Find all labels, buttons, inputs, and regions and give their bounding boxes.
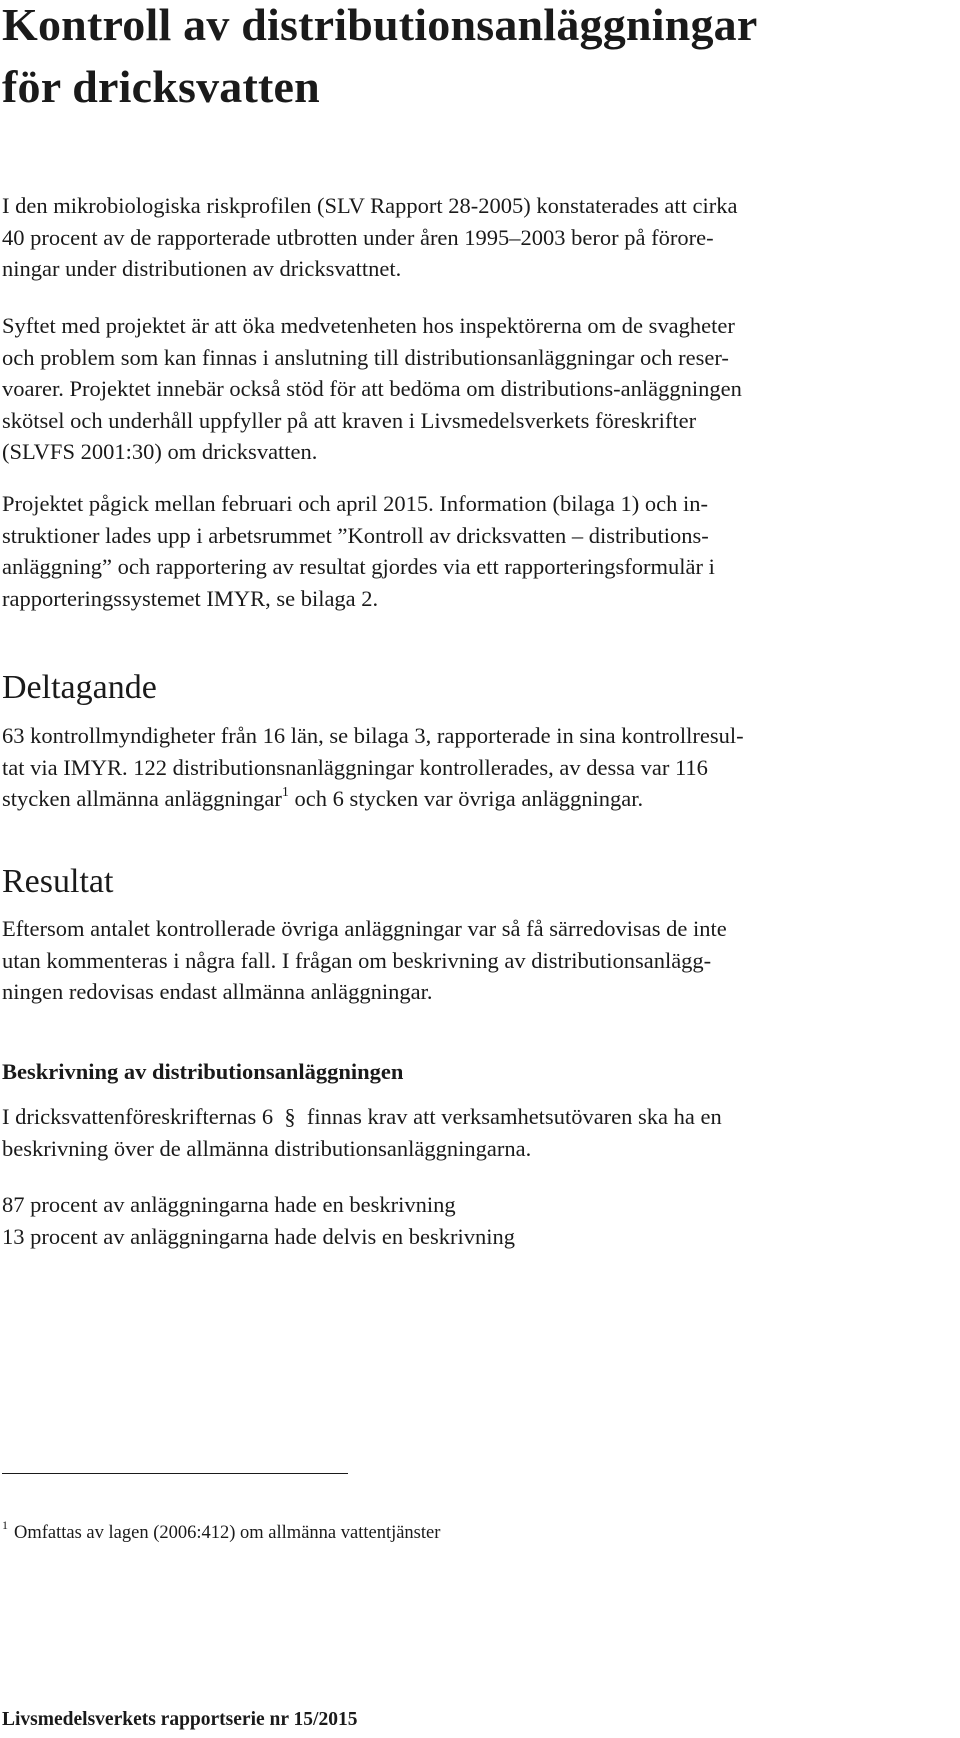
section-heading-resultat: Resultat: [2, 863, 114, 900]
intro-paragraph-3: [2, 488, 952, 614]
deltagande-paragraph: [2, 720, 952, 815]
stat-line: 87 procent av anläggningarna hade en beskrivning: [2, 1192, 456, 1217]
text-segment: stycken allmänna anläggningar: [2, 786, 282, 811]
text-line: rapporteringssystemet IMYR, se bilaga 2.: [2, 585, 379, 611]
footnote-text: Omfattas av lagen (2006:412) om allmänna vattentjänster: [14, 1523, 441, 1543]
text-line: I den mikrobiologiska riskprofilen (SLV Rapport 28-2005) konstaterades att cirka: [2, 193, 738, 218]
text-line: 40 procent av de rapporterade utbrotten under åren 1995–2003 beror på förore-: [2, 224, 714, 250]
section-heading-deltagande: Deltagande: [2, 669, 157, 706]
text-line: Eftersom antalet kontrollerade övriga anläggningar var så få särredovisas de inte: [2, 916, 727, 941]
text-line: tat via IMYR. 122 distributionsnanläggningar kontrollerades, av dessa var 116: [2, 754, 708, 780]
footnote-separator: [2, 1473, 348, 1474]
footnote-reference[interactable]: 1: [281, 785, 289, 800]
text-line: anläggning” och rapportering av resultat gjordes via ett rapporteringsformulär i: [2, 554, 715, 579]
resultat-paragraph: [2, 913, 952, 1008]
beskrivning-stats: [2, 1189, 952, 1252]
subsection-heading-beskrivning: Beskrivning av distributionsanläggningen: [2, 1059, 404, 1084]
text-line: skötsel och underhåll uppfyller på att kraven i Livsmedelsverkets föreskrifter: [2, 407, 697, 433]
text-line: Projektet pågick mellan februari och april 2015. Information (bilaga 1) och in-: [2, 491, 709, 516]
intro-paragraph-1: [2, 190, 952, 285]
footnote: [2, 1520, 440, 1546]
text-line: [2, 783, 952, 815]
text-line: ningen redovisas endast allmänna anläggningar.: [2, 979, 433, 1004]
title-line-1: Kontroll av distributionsanläggningar: [2, 0, 758, 50]
stat-line: 13 procent av anläggningarna hade delvis en beskrivning: [2, 1223, 515, 1249]
page-title: [2, 0, 952, 118]
text-line: Syftet med projektet är att öka medvetenheten hos inspektörerna om de svagheter: [2, 313, 735, 338]
text-line: (SLVFS 2001:30) om dricksvatten.: [2, 439, 318, 464]
text-line: utan kommenteras i några fall. I frågan om beskrivning av distributionsanlägg-: [2, 947, 712, 973]
beskrivning-paragraph: [2, 1101, 952, 1164]
text-line: I dricksvattenföreskrifternas 6 § finnas krav att verksamhetsutövaren ska ha en: [2, 1104, 722, 1129]
text-line: voarer. Projektet innebär också stöd för att bedöma om distributions-anläggningen: [2, 376, 742, 401]
intro-paragraph-2: [2, 310, 952, 468]
text-line: ningar under distributionen av dricksvattnet.: [2, 256, 402, 281]
text-line: struktioner lades upp i arbetsrummet ”Kontroll av dricksvatten – distributions-: [2, 522, 709, 548]
footnote-mark: 1: [2, 1518, 8, 1532]
text-line: 63 kontrollmyndigheter från 16 län, se bilaga 3, rapporterade in sina kontrollresul-: [2, 723, 744, 748]
page-footer: Livsmedelsverkets rapportserie nr 15/2015: [2, 1709, 358, 1730]
text-line: och problem som kan finnas i anslutning till distributionsanläggningar och reser-: [2, 344, 729, 370]
text-segment: och 6 stycken var övriga anläggningar.: [288, 786, 644, 811]
text-line: beskrivning över de allmänna distributionsanläggningarna.: [2, 1135, 532, 1161]
title-line-2: för dricksvatten: [2, 61, 320, 112]
